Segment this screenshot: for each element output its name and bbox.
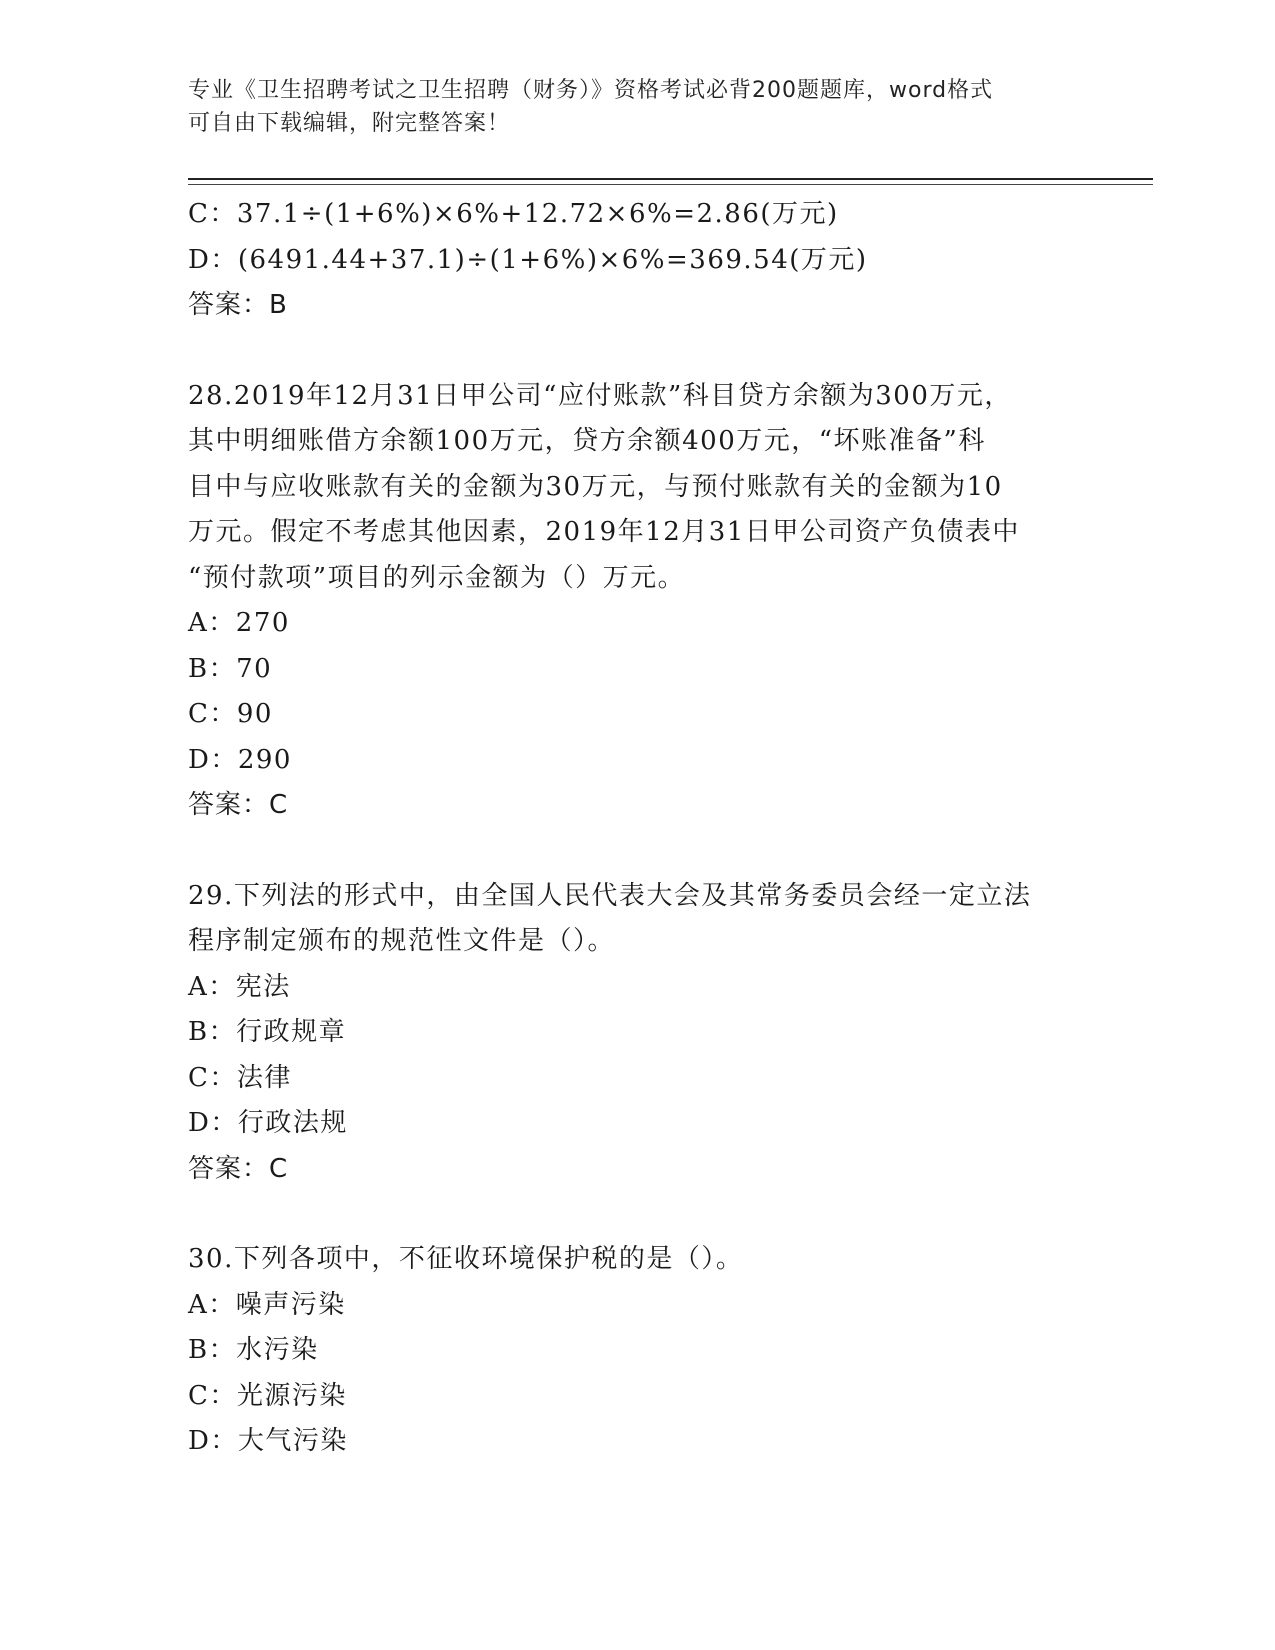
option-b: B：水污染 (188, 1335, 319, 1365)
option-a: A：噪声污染 (188, 1289, 346, 1320)
answer-line: 答案：C (188, 790, 289, 820)
question-stem-line: 29.下列法的形式中，由全国人民代表大会及其常务委员会经一定立法 (188, 880, 1032, 911)
question-29 (188, 874, 1088, 1193)
question-stem-line: 目中与应收账款有关的金额为30万元，与预付账款有关的金额为10 (188, 471, 1003, 502)
question-stem-line: 30.下列各项中，不征收环境保护税的是（）。 (188, 1244, 744, 1274)
document-header (188, 74, 1088, 140)
question-stem-line: 程序制定颁布的规范性文件是（）。 (188, 926, 616, 956)
question-content (188, 192, 1088, 1465)
question-spacer (188, 329, 1088, 374)
header-rule-thin (188, 184, 1153, 185)
header-title-line-1: 专业《卫生招聘考试之卫生招聘（财务）》资格考试必背200题题库，word格式 (188, 78, 994, 103)
option-d: D：290 (188, 744, 292, 775)
option-d: D：(6491.44+37.1)÷(1+6%)×6%=369.54(万元) (188, 244, 868, 275)
question-stem-line: 其中明细账借方余额100万元，贷方余额400万元，“坏账准备”科 (188, 426, 986, 456)
option-c: C：法律 (188, 1062, 292, 1093)
answer-line: 答案：B (188, 290, 288, 320)
question-30 (188, 1237, 1088, 1465)
question-stem-line: “预付款项”项目的列示金额为（）万元。 (188, 562, 686, 593)
option-b: B：行政规章 (188, 1017, 347, 1047)
option-c: C：90 (188, 699, 273, 729)
question-stem-line: 28.2019年12月31日甲公司“应付账款”科目贷方余额为300万元， (188, 380, 1012, 411)
question-27-tail (188, 192, 1088, 329)
question-spacer (188, 829, 1088, 874)
option-a: A：270 (188, 608, 290, 638)
header-rule-thick (188, 178, 1153, 180)
answer-line: 答案：C (188, 1153, 289, 1184)
question-28 (188, 374, 1088, 829)
option-c: C：37.1÷(1+6%)×6%+12.72×6%=2.86(万元) (188, 199, 839, 229)
header-title-line-2: 可自由下载编辑，附完整答案！ (188, 111, 511, 136)
option-d: D：大气污染 (188, 1426, 348, 1456)
option-c: C：光源污染 (188, 1380, 347, 1411)
question-spacer (188, 1192, 1088, 1237)
option-d: D：行政法规 (188, 1108, 348, 1138)
option-a: A：宪法 (188, 971, 291, 1002)
question-stem-line: 万元。假定不考虑其他因素，2019年12月31日甲公司资产负债表中 (188, 517, 1020, 547)
option-b: B：70 (188, 653, 273, 684)
